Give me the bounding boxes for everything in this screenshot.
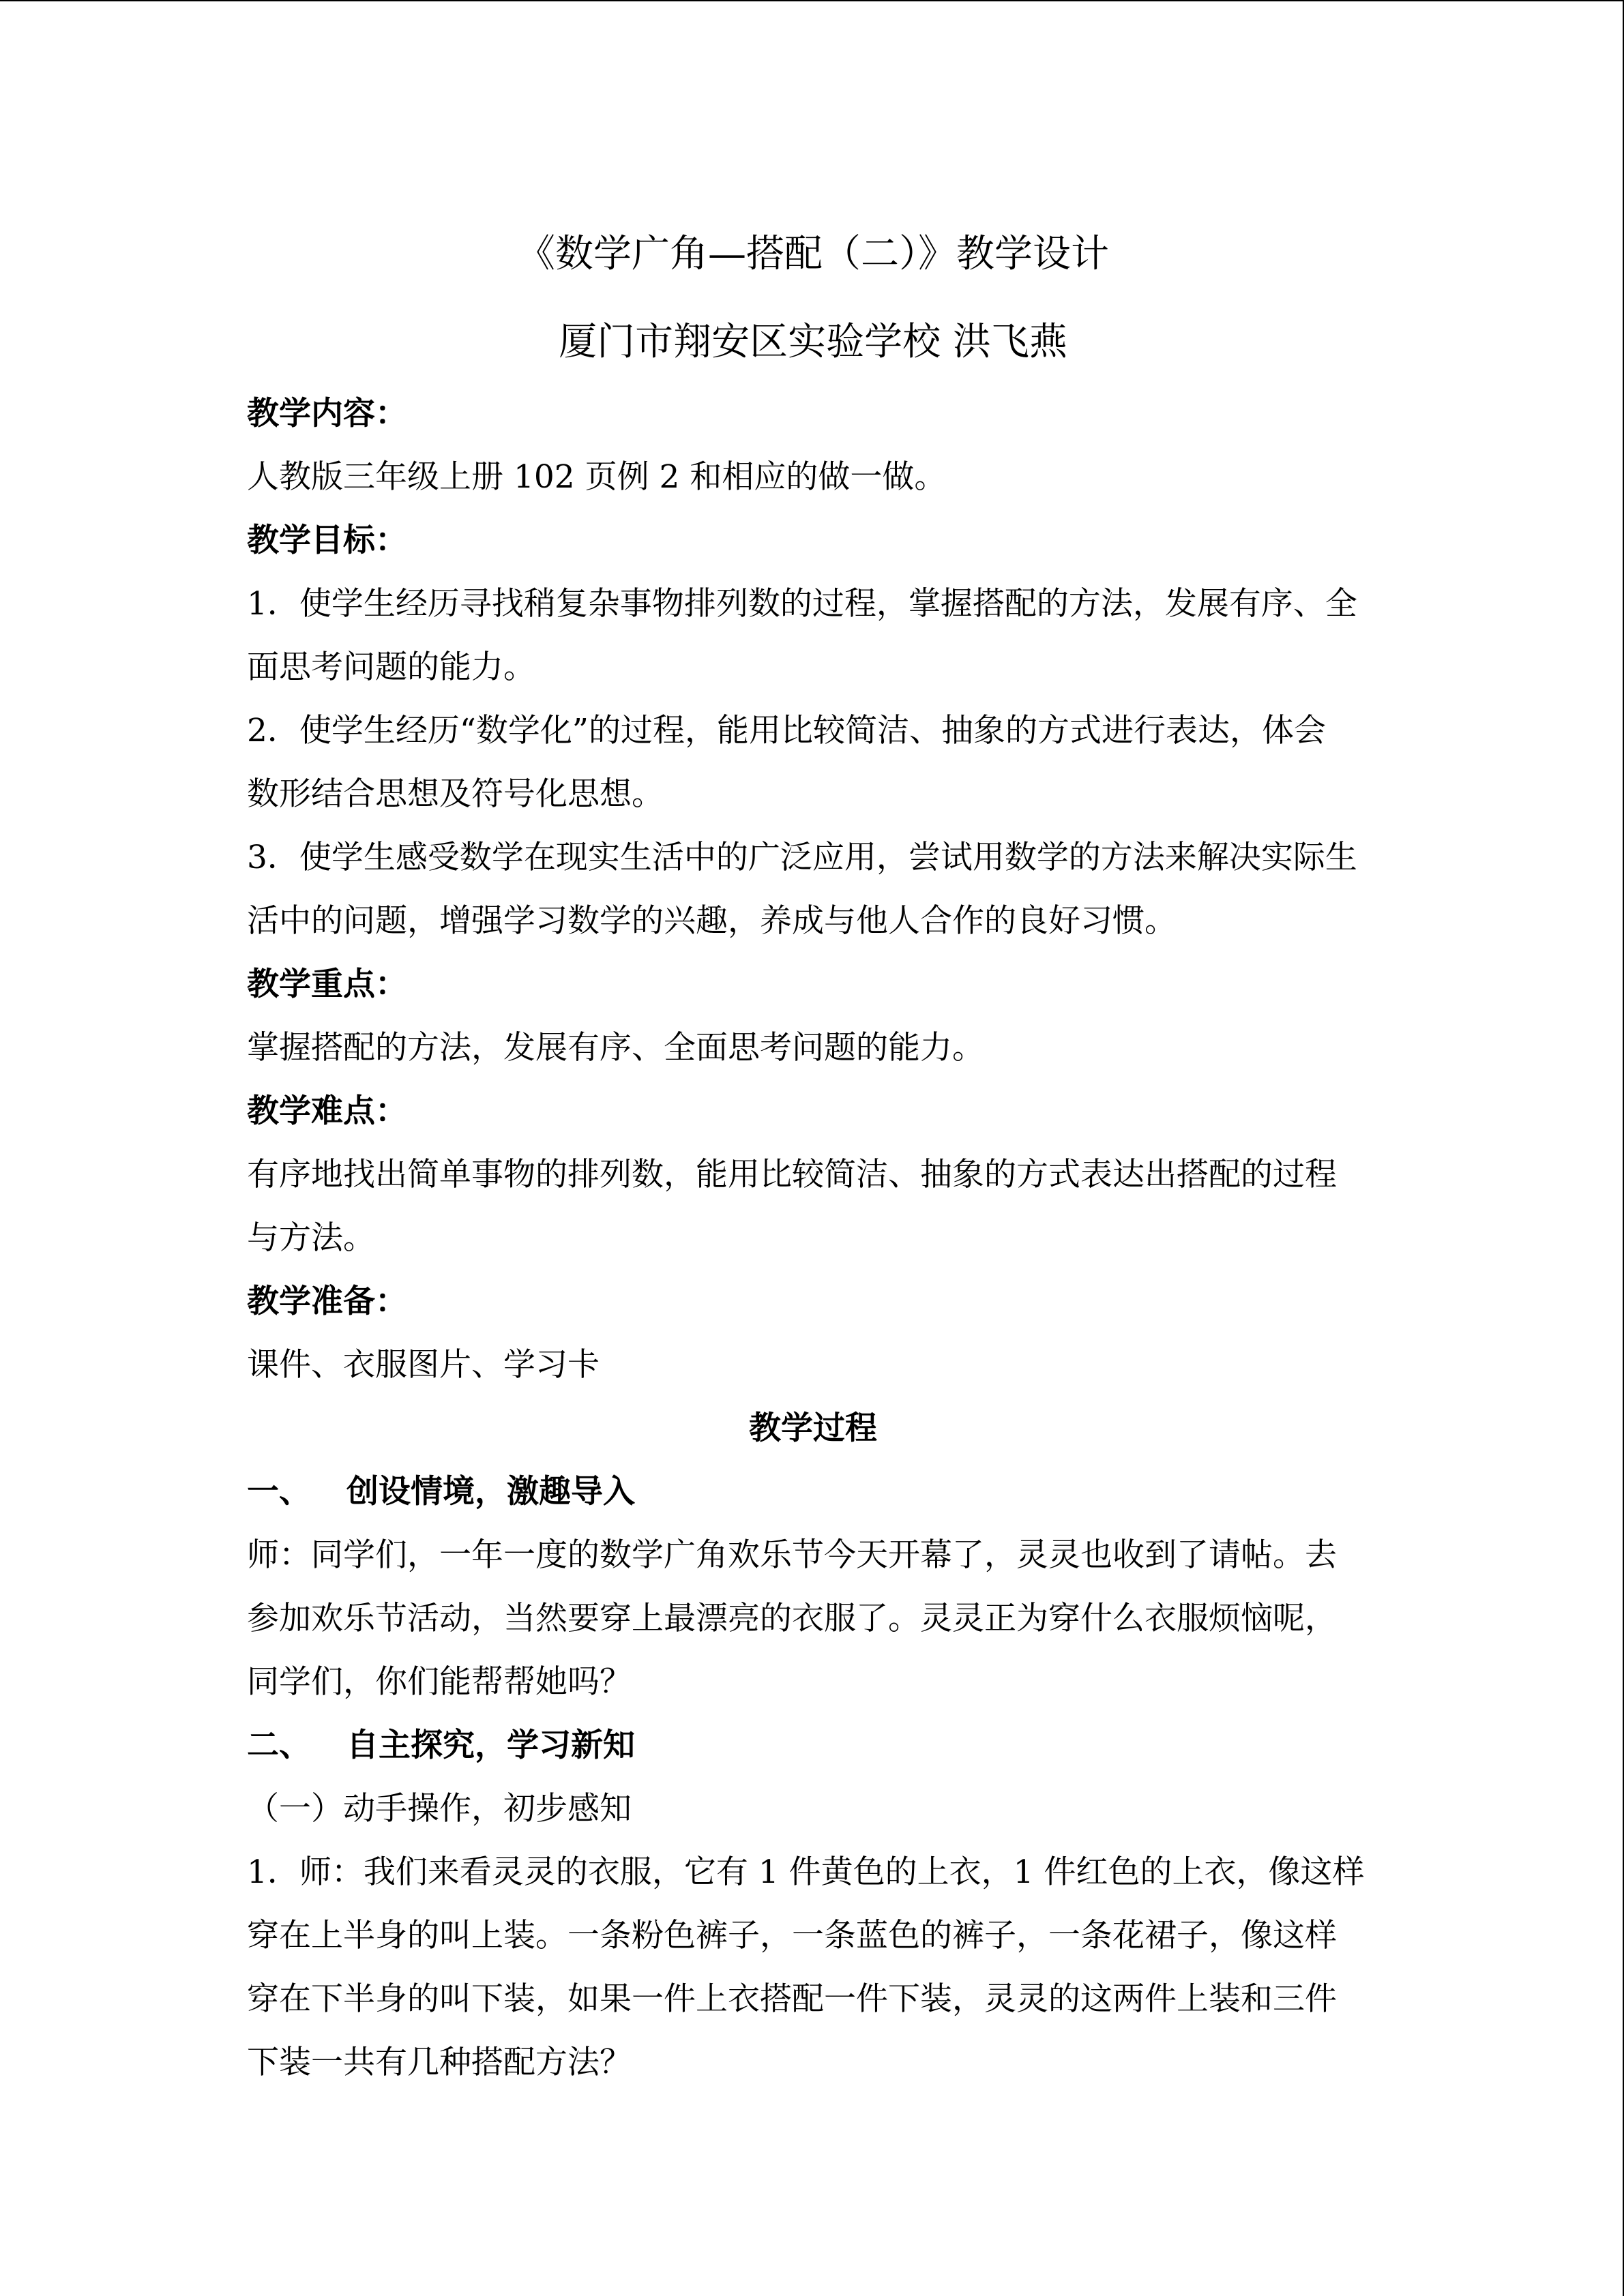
part-2-para-1-line-4: 下装一共有几种搭配方法？ <box>247 2044 632 2081</box>
difficulty-line-1: 有序地找出简单事物的排列数，能用比较简洁、抽象的方式表达出搭配的过程 <box>247 1156 1337 1193</box>
key-points-text: 掌握搭配的方法，发展有序、全面思考问题的能力。 <box>247 1029 984 1067</box>
document-author: 厦门市翔安区实验学校 洪飞燕 <box>559 320 1067 364</box>
part-1-title: 创设情境，激趣导入 <box>346 1473 635 1510</box>
preparation-heading: 教学准备： <box>247 1283 407 1320</box>
part-1-heading <box>247 1460 1379 1523</box>
part-2-para-1-line-1: 1．师：我们来看灵灵的衣服，它有 1 件黄色的上衣，1 件红色的上衣，像这样 <box>247 1853 1365 1891</box>
content-text: 人教版三年级上册 102 页例 2 和相应的做一做。 <box>247 458 947 496</box>
goal-3-line-2: 活中的问题，增强学习数学的兴趣，养成与他人合作的良好习惯。 <box>247 902 1177 940</box>
process-heading: 教学过程 <box>749 1410 877 1447</box>
part-1-line-1: 师：同学们，一年一度的数学广角欢乐节今天开幕了，灵灵也收到了请帖。去 <box>247 1536 1337 1574</box>
part-1-number: 一、 <box>247 1473 311 1510</box>
goal-2-line-1: 2．使学生经历“数学化”的过程，能用比较简洁、抽象的方式进行表达，体会 <box>247 712 1326 749</box>
part-2-para-1-line-3: 穿在下半身的叫下装，如果一件上衣搭配一件下装，灵灵的这两件上装和三件 <box>247 1980 1337 2018</box>
content-heading: 教学内容： <box>247 395 407 432</box>
difficulty-line-2: 与方法。 <box>247 1219 375 1257</box>
goal-1-line-1: 1．使学生经历寻找稍复杂事物排列数的过程，掌握搭配的方法，发展有序、全 <box>247 585 1357 623</box>
part-2-subheading-1: （一）动手操作，初步感知 <box>247 1790 632 1828</box>
part-2-number: 二、 <box>247 1727 311 1764</box>
preparation-text: 课件、衣服图片、学习卡 <box>247 1346 600 1384</box>
goal-1-line-2: 面思考问题的能力。 <box>247 648 535 686</box>
part-2-para-1-line-2: 穿在上半身的叫上装。一条粉色裤子，一条蓝色的裤子，一条花裙子，像这样 <box>247 1917 1337 1954</box>
difficulty-heading: 教学难点： <box>247 1092 407 1130</box>
part-2-title: 自主探究，学习新知 <box>346 1727 635 1764</box>
document-body <box>247 206 1379 2094</box>
goal-3-line-1: 3．使学生感受数学在现实生活中的广泛应用，尝试用数学的方法来解决实际生 <box>247 839 1357 876</box>
key-points-heading: 教学重点： <box>247 966 407 1003</box>
part-1-line-2: 参加欢乐节活动，当然要穿上最漂亮的衣服了。灵灵正为穿什么衣服烦恼呢， <box>247 1600 1337 1637</box>
goals-heading: 教学目标： <box>247 522 407 559</box>
document-title: 《数学广角—搭配（二）》教学设计 <box>517 232 1109 276</box>
part-1-line-3: 同学们，你们能帮帮她吗？ <box>247 1663 632 1701</box>
goal-2-line-2: 数形结合思想及符号化思想。 <box>247 775 664 813</box>
part-2-heading <box>247 1714 1379 1777</box>
